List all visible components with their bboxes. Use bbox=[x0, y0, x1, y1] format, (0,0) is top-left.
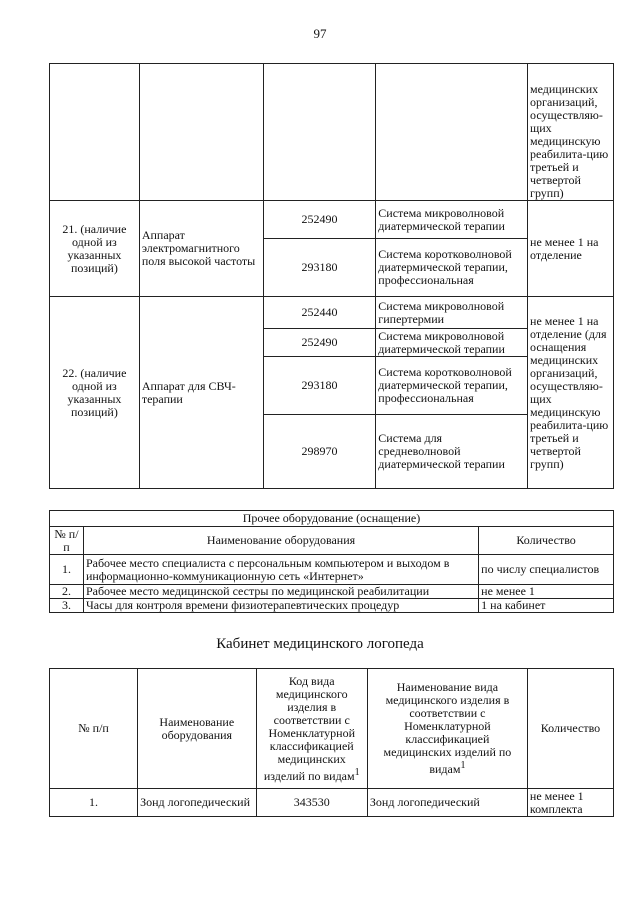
count-cell: медицинских организаций, осуществляю-щих медицинскую реабилита-цию третьей и четвертой групп) bbox=[528, 64, 614, 201]
header-count: Количество bbox=[527, 669, 613, 789]
footnote-marker: 1 bbox=[460, 760, 466, 771]
table-title-row bbox=[50, 511, 614, 527]
code-cell: 293180 bbox=[263, 357, 376, 415]
page-number: 97 bbox=[313, 26, 327, 41]
count-cell: не менее 1 на отделение (для оснащения медицинских организаций, осуществляю-щих медицинскую реабилита-цию третьей и четвертой групп) bbox=[528, 297, 614, 489]
type-cell: Система микроволновой диатермической терапии bbox=[376, 201, 528, 239]
table-title: Прочее оборудование (оснащение) bbox=[50, 511, 614, 527]
header-count: Количество bbox=[479, 527, 614, 555]
header-num: № п/п bbox=[50, 527, 84, 555]
code-cell: 252490 bbox=[263, 201, 376, 239]
equipment-name: Рабочее место медицинской сестры по медицинской реабилитации bbox=[83, 585, 478, 599]
header-type-text: Наименование вида медицинского изделия в соответствии с Номенклатурной классификацией медицинских изделий по видам bbox=[383, 680, 512, 776]
row-number: 3. bbox=[50, 599, 84, 613]
table-row bbox=[50, 585, 614, 599]
header-code-text: Код вида медицинского изделия в соответствии с Номенклатурной классификацией медицинских изделий по видам bbox=[263, 673, 355, 783]
table-row bbox=[50, 64, 614, 201]
code-cell: 252440 bbox=[263, 297, 376, 329]
type-cell: Система коротковолновой диатермической терапии, профессиональная bbox=[376, 239, 528, 297]
section-heading: Кабинет медицинского логопеда bbox=[216, 636, 424, 652]
header-type bbox=[367, 669, 527, 789]
equipment-name: Зонд логопедический bbox=[138, 789, 256, 817]
code-cell: 293180 bbox=[263, 239, 376, 297]
table-row bbox=[50, 789, 614, 817]
code-cell: 343530 bbox=[256, 789, 367, 817]
type-cell: Система коротковолновой диатермической терапии, профессиональная bbox=[376, 357, 528, 415]
table-row bbox=[50, 599, 614, 613]
count-cell: 1 на кабинет bbox=[479, 599, 614, 613]
count-cell: не менее 1 на отделение bbox=[528, 201, 614, 297]
equipment-name: Часы для контроля времени физиотерапевтических процедур bbox=[83, 599, 478, 613]
other-equipment-table bbox=[49, 510, 614, 613]
header-code bbox=[256, 669, 367, 789]
equipment-name: Рабочее место специалиста с персональным компьютером и выходом в информационно-коммуникационную сеть «Интернет» bbox=[83, 555, 478, 585]
header-name: Наименование оборудования bbox=[138, 669, 256, 789]
count-cell: по числу специалистов bbox=[479, 555, 614, 585]
type-cell: Система микроволновой гипертермии bbox=[376, 297, 528, 329]
type-cell: Система для средневолновой диатермической терапии bbox=[376, 415, 528, 489]
row-number: 1. bbox=[50, 789, 138, 817]
row-number: 22. (наличие одной из указанных позиций) bbox=[50, 297, 140, 489]
table-header-row bbox=[50, 527, 614, 555]
footnote-marker: 1 bbox=[354, 766, 360, 778]
header-num: № п/п bbox=[50, 669, 138, 789]
header-name: Наименование оборудования bbox=[83, 527, 478, 555]
speech-therapist-equipment-table bbox=[49, 668, 614, 817]
table-row bbox=[50, 555, 614, 585]
count-cell: не менее 1 bbox=[479, 585, 614, 599]
row-number: 21. (наличие одной из указанных позиций) bbox=[50, 201, 140, 297]
code-cell: 298970 bbox=[263, 415, 376, 489]
row-number: 1. bbox=[50, 555, 84, 585]
table-row bbox=[50, 201, 614, 239]
count-cell: не менее 1 комплекта bbox=[527, 789, 613, 817]
equipment-name: Аппарат для СВЧ-терапии bbox=[139, 297, 263, 489]
type-cell: Зонд логопедический bbox=[367, 789, 527, 817]
equipment-table-continued bbox=[49, 63, 614, 489]
code-cell: 252490 bbox=[263, 329, 376, 357]
table-row bbox=[50, 297, 614, 329]
table-header-row bbox=[50, 669, 614, 789]
row-number: 2. bbox=[50, 585, 84, 599]
type-cell: Система микроволновой диатермической терапии bbox=[376, 329, 528, 357]
equipment-name: Аппарат электромагнитного поля высокой частоты bbox=[139, 201, 263, 297]
